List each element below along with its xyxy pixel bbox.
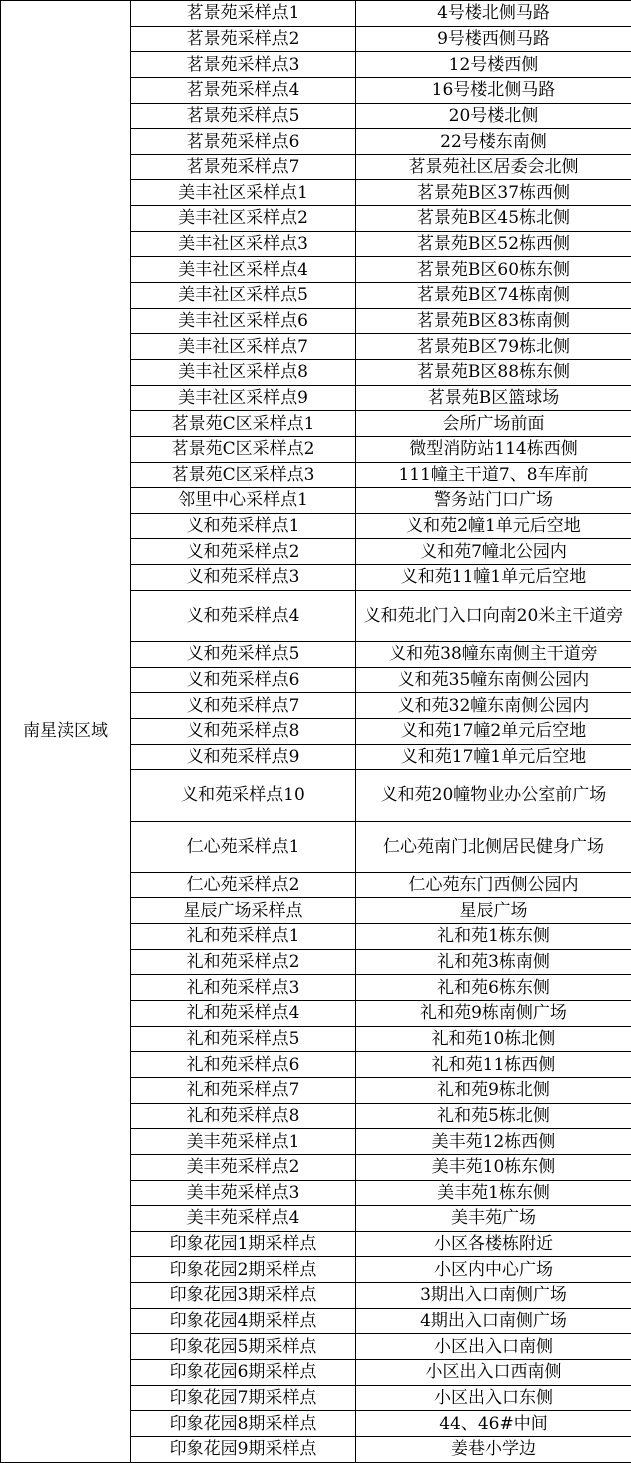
- sampling-point-name: 礼和苑采样点2: [131, 949, 356, 975]
- sampling-point-location: 礼和苑6栋东侧: [356, 975, 631, 1001]
- sampling-point-name: 义和苑采样点1: [131, 513, 356, 539]
- sampling-point-location: 礼和苑10栋北侧: [356, 1026, 631, 1052]
- sampling-point-location: 3期出入口南侧广场: [356, 1283, 631, 1309]
- sampling-point-name: 义和苑采样点2: [131, 539, 356, 565]
- sampling-point-location: 9号楼西侧马路: [356, 26, 631, 52]
- sampling-point-name: 印象花园8期采样点: [131, 1411, 356, 1437]
- sampling-point-name: 美丰社区采样点1: [131, 180, 356, 206]
- sampling-point-name: 茗景苑采样点3: [131, 52, 356, 78]
- sampling-point-location: 义和苑38幢东南侧主干道旁: [356, 642, 631, 668]
- sampling-point-name: 邻里中心采样点1: [131, 488, 356, 514]
- sampling-point-name: 义和苑采样点4: [131, 590, 356, 641]
- sampling-point-name: 义和苑采样点8: [131, 718, 356, 744]
- sampling-point-location: 礼和苑9栋北侧: [356, 1077, 631, 1103]
- sampling-point-location: 义和苑17幢1单元后空地: [356, 744, 631, 770]
- sampling-point-name: 义和苑采样点3: [131, 565, 356, 591]
- sampling-point-location: 美丰苑12栋西侧: [356, 1129, 631, 1155]
- sampling-point-name: 礼和苑采样点6: [131, 1052, 356, 1078]
- sampling-point-location: 义和苑17幢2单元后空地: [356, 718, 631, 744]
- sampling-point-name: 美丰社区采样点2: [131, 206, 356, 232]
- sampling-point-location: 仁心苑东门西侧公园内: [356, 872, 631, 898]
- sampling-point-location: 礼和苑3栋南侧: [356, 949, 631, 975]
- sampling-point-name: 义和苑采样点7: [131, 693, 356, 719]
- sampling-point-name: 义和苑采样点10: [131, 770, 356, 821]
- sampling-point-location: 义和苑35幢东南侧公园内: [356, 667, 631, 693]
- sampling-point-name: 礼和苑采样点3: [131, 975, 356, 1001]
- sampling-point-location: 义和苑北门入口向南20米主干道旁: [356, 590, 631, 641]
- sampling-point-location: 111幢主干道7、8车库前: [356, 462, 631, 488]
- sampling-point-name: 义和苑采样点6: [131, 667, 356, 693]
- sampling-point-location: 会所广场前面: [356, 411, 631, 437]
- sampling-point-name: 美丰苑采样点1: [131, 1129, 356, 1155]
- sampling-point-location: 茗景苑B区篮球场: [356, 385, 631, 411]
- sampling-point-location: 星辰广场: [356, 898, 631, 924]
- sampling-point-location: 礼和苑5栋北侧: [356, 1103, 631, 1129]
- sampling-point-location: 小区出入口东侧: [356, 1385, 631, 1411]
- sampling-point-location: 4期出入口南侧广场: [356, 1308, 631, 1334]
- sampling-point-location: 茗景苑B区60栋东侧: [356, 257, 631, 283]
- sampling-point-location: 美丰苑1栋东侧: [356, 1180, 631, 1206]
- sampling-point-name: 礼和苑采样点5: [131, 1026, 356, 1052]
- sampling-point-name: 印象花园4期采样点: [131, 1308, 356, 1334]
- sampling-point-name: 仁心苑采样点1: [131, 821, 356, 872]
- sampling-point-location: 4号楼北侧马路: [356, 1, 631, 27]
- sampling-point-location: 小区内中心广场: [356, 1257, 631, 1283]
- sampling-point-location: 12号楼西侧: [356, 52, 631, 78]
- sampling-point-name: 美丰社区采样点8: [131, 359, 356, 385]
- region-cell: 南星渎区域: [1, 1, 131, 1463]
- sampling-point-name: 印象花园5期采样点: [131, 1334, 356, 1360]
- sampling-point-location: 茗景苑社区居委会北侧: [356, 154, 631, 180]
- sampling-point-name: 美丰社区采样点5: [131, 283, 356, 309]
- sampling-point-location: 义和苑11幢1单元后空地: [356, 565, 631, 591]
- sampling-point-location: 美丰苑广场: [356, 1206, 631, 1232]
- sampling-point-name: 茗景苑C区采样点2: [131, 436, 356, 462]
- sampling-point-name: 茗景苑采样点4: [131, 77, 356, 103]
- sampling-point-name: 美丰苑采样点2: [131, 1154, 356, 1180]
- sampling-point-location: 礼和苑1栋东侧: [356, 924, 631, 950]
- sampling-point-name: 印象花园6期采样点: [131, 1360, 356, 1386]
- sampling-point-name: 茗景苑采样点6: [131, 129, 356, 155]
- sampling-point-name: 茗景苑采样点1: [131, 1, 356, 27]
- sampling-point-name: 美丰苑采样点4: [131, 1206, 356, 1232]
- sampling-point-name: 礼和苑采样点8: [131, 1103, 356, 1129]
- sampling-point-name: 茗景苑C区采样点3: [131, 462, 356, 488]
- sampling-point-name: 美丰社区采样点7: [131, 334, 356, 360]
- sampling-point-name: 印象花园7期采样点: [131, 1385, 356, 1411]
- sampling-point-name: 茗景苑C区采样点1: [131, 411, 356, 437]
- sampling-point-name: 义和苑采样点9: [131, 744, 356, 770]
- sampling-point-name: 美丰苑采样点3: [131, 1180, 356, 1206]
- sampling-point-location: 义和苑32幢东南侧公园内: [356, 693, 631, 719]
- sampling-point-name: 印象花园3期采样点: [131, 1283, 356, 1309]
- sampling-point-name: 茗景苑采样点2: [131, 26, 356, 52]
- sampling-point-name: 印象花园9期采样点: [131, 1436, 356, 1462]
- sampling-point-location: 礼和苑9栋南侧广场: [356, 1001, 631, 1027]
- sampling-point-location: 警务站门口广场: [356, 488, 631, 514]
- table-body: [1, 1, 631, 1463]
- sampling-point-name: 礼和苑采样点1: [131, 924, 356, 950]
- sampling-point-name: 美丰社区采样点3: [131, 231, 356, 257]
- sampling-point-location: 仁心苑南门北侧居民健身广场: [356, 821, 631, 872]
- sampling-point-location: 美丰苑10栋东侧: [356, 1154, 631, 1180]
- sampling-point-location: 茗景苑B区88栋东侧: [356, 359, 631, 385]
- sampling-point-name: 礼和苑采样点4: [131, 1001, 356, 1027]
- sampling-point-location: 22号楼东南侧: [356, 129, 631, 155]
- sampling-point-location: 16号楼北侧马路: [356, 77, 631, 103]
- sampling-point-location: 小区出入口南侧: [356, 1334, 631, 1360]
- sampling-point-location: 茗景苑B区74栋南侧: [356, 283, 631, 309]
- sampling-point-name: 印象花园1期采样点: [131, 1231, 356, 1257]
- sampling-point-name: 礼和苑采样点7: [131, 1077, 356, 1103]
- sampling-point-location: 礼和苑11栋西侧: [356, 1052, 631, 1078]
- sampling-point-name: 美丰社区采样点9: [131, 385, 356, 411]
- sampling-point-location: 44、46#中间: [356, 1411, 631, 1437]
- sampling-point-name: 星辰广场采样点: [131, 898, 356, 924]
- table-row: [1, 1, 631, 27]
- sampling-point-location: 茗景苑B区83栋南侧: [356, 308, 631, 334]
- sampling-point-location: 茗景苑B区79栋北侧: [356, 334, 631, 360]
- sampling-point-name: 美丰社区采样点6: [131, 308, 356, 334]
- sampling-point-location: 义和苑20幢物业办公室前广场: [356, 770, 631, 821]
- sampling-point-location: 小区各楼栋附近: [356, 1231, 631, 1257]
- sampling-point-name: 美丰社区采样点4: [131, 257, 356, 283]
- sampling-point-location: 姜巷小学边: [356, 1436, 631, 1462]
- sampling-point-location: 义和苑7幢北公园内: [356, 539, 631, 565]
- sampling-point-name: 义和苑采样点5: [131, 642, 356, 668]
- sampling-point-name: 茗景苑采样点7: [131, 154, 356, 180]
- sampling-point-location: 茗景苑B区52栋西侧: [356, 231, 631, 257]
- sampling-point-name: 印象花园2期采样点: [131, 1257, 356, 1283]
- sampling-point-location: 茗景苑B区45栋北侧: [356, 206, 631, 232]
- sampling-point-name: 茗景苑采样点5: [131, 103, 356, 129]
- sampling-point-location: 微型消防站114栋西侧: [356, 436, 631, 462]
- sampling-point-location: 20号楼北侧: [356, 103, 631, 129]
- sampling-point-name: 仁心苑采样点2: [131, 872, 356, 898]
- sampling-point-location: 义和苑2幢1单元后空地: [356, 513, 631, 539]
- sampling-point-location: 小区出入口西南侧: [356, 1360, 631, 1386]
- sampling-point-location: 茗景苑B区37栋西侧: [356, 180, 631, 206]
